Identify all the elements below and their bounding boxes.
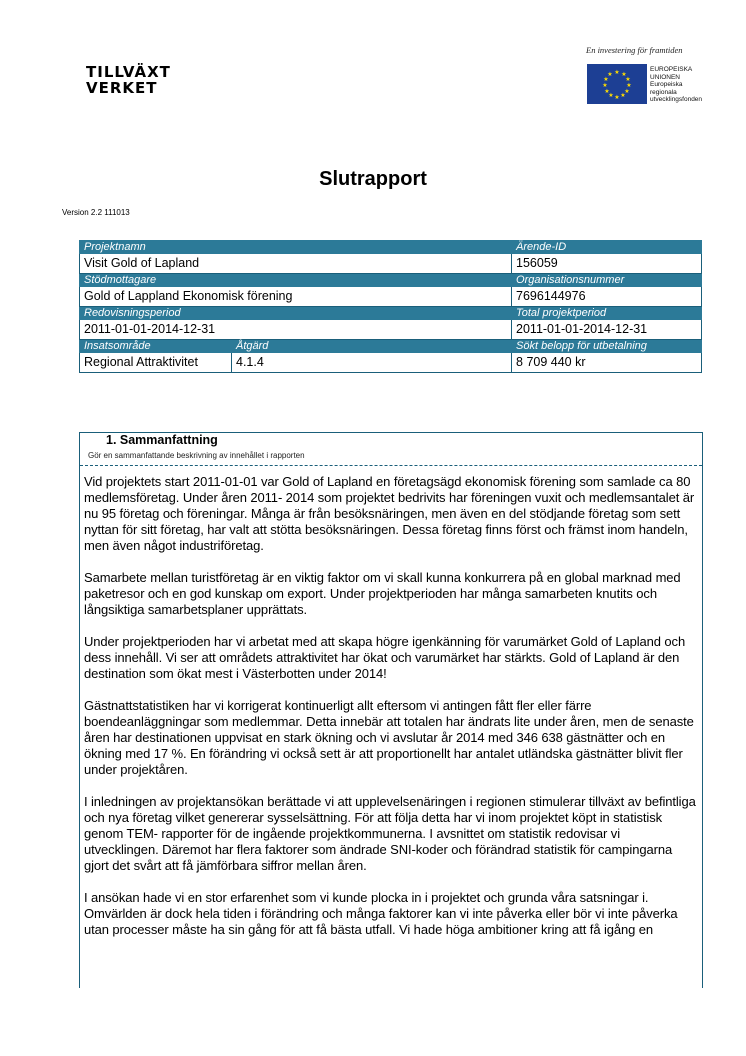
svg-text:★: ★ [614, 94, 620, 101]
projektnamn-value: Visit Gold of Lapland [80, 254, 512, 274]
svg-text:★: ★ [614, 69, 620, 76]
version-label: Version 2.2 111013 [62, 208, 130, 217]
total-value: 2011-01-01-2014-12-31 [512, 320, 702, 340]
stodmottagare-label: Stödmottagare [80, 274, 512, 287]
arende-value: 156059 [512, 254, 702, 274]
insats-value: Regional Attraktivitet [80, 353, 232, 373]
eu-text: EUROPEISKA UNIONEN Europeiska regionala utvecklingsfonden [650, 66, 703, 103]
tillvaxtverket-logo [86, 64, 171, 96]
svg-text:★: ★ [607, 71, 613, 78]
total-label: Total projektperiod [512, 307, 702, 320]
logo-line1: TILLVÄXT [86, 63, 171, 81]
svg-text:★: ★ [608, 92, 614, 99]
project-info-table [79, 240, 702, 373]
orgnr-value: 7696144976 [512, 287, 702, 307]
paragraph: I inledningen av projektansökan berättade vi att upplevelsenäringen i regionen stimulerar tillväxt av befintliga och nya företag vilket genererar sysselsättning. För att följa detta har vi inom projektet köpt in statistisk genom TEM- rapporter för de ingående projektkommunerna. I avsnittet om statistik redovisar vi utvecklingen. Däremot har flera faktorer som ändrade SNI-koder och förändrad statistik för campingarna gjort det svårt att få jämförbara siffror mellan åren. [84, 794, 696, 873]
atgard-label: Åtgärd [232, 340, 512, 353]
summary-text [80, 466, 702, 938]
svg-text:★: ★ [621, 71, 627, 78]
svg-text:★: ★ [626, 82, 632, 89]
paragraph: Vid projektets start 2011-01-01 var Gold of Lapland en företagsägd ekonomisk förening som samlade ca 80 medlemsföretag. Under åren 2011- 2014 som projektet bedrivits har föreningen vuxit och medlemsantalet är nu 95 företag och föreningar. Många är från besöksnäringen, men även en del stödjande företag som sett nyttan för sitt företag, har valt att stötta besöksnäringen. Dessa företag finns först och främst inom handeln, men även något industriföretag. [84, 474, 695, 553]
paragraph: Gästnattstatistiken har vi korrigerat kontinuerligt allt eftersom vi antingen fått fler eller färre boendeanläggningar som medlemmar. Detta innebär att totalen har ändrats lite under åren, men de senaste åren har destinationen uppvisat en stark ökning och vi avslutar år 2014 med 346 638 gästnätter och en ökning med 17 %. En förändring vi också sett är att proportionellt har antalet utländska gästnätter blivit fler under projektåren. [84, 698, 694, 777]
projektnamn-label: Projektnamn [80, 241, 512, 254]
section-subtitle: Gör en sammanfattande beskrivning av innehållet i rapporten [88, 451, 305, 460]
orgnr-label: Organisationsnummer [512, 274, 702, 287]
summary-header [80, 433, 702, 466]
svg-text:★: ★ [604, 88, 610, 95]
tagline: En investering för framtiden [586, 45, 683, 55]
atgard-value: 4.1.4 [232, 353, 512, 373]
summary-section [79, 432, 703, 988]
eu-flag-icon [587, 64, 647, 104]
svg-text:★: ★ [620, 92, 626, 99]
section-title: 1. Sammanfattning [106, 433, 218, 447]
svg-text:★: ★ [602, 82, 608, 89]
svg-text:★: ★ [603, 76, 609, 83]
redovisning-label: Redovisningsperiod [80, 307, 512, 320]
insats-label: Insatsområde [80, 340, 232, 353]
eu-logo [587, 64, 707, 108]
svg-text:★: ★ [625, 76, 631, 83]
page-title: Slutrapport [319, 168, 427, 190]
logo-line2: VERKET [86, 79, 158, 97]
paragraph: Under projektperioden har vi arbetat med att skapa högre igenkänning för varumärket Gold of Lapland och dess innehåll. Vi ser att områdets attraktivitet har ökat och varumärket har stärkts. Gold of Lapland är den destination som ökat mest i Västerbotten under 2014! [84, 634, 686, 681]
stodmottagare-value: Gold of Lappland Ekonomisk förening [80, 287, 512, 307]
paragraph: Samarbete mellan turistföretag är en viktig faktor om vi skall kunna konkurrera på en global marknad med paketresor och en god kunskap om export. Under projektperioden har många samarbeten knutits och långsiktiga samarbetsplaner upprättats. [84, 570, 681, 617]
paragraph: I ansökan hade vi en stor erfarenhet som vi kunde plocka in i projektet och grunda våra satsningar i. Omvärlden är dock hela tiden i förändring och många faktorer kan vi inte påverka eller bör vi inte påverka utan processer måste ha sin gång för att få bästa utfall. Vi hade höga ambitioner kring att få igång en [84, 890, 678, 937]
belopp-value: 8 709 440 kr [512, 353, 702, 373]
arende-label: Ärende-ID [512, 241, 702, 254]
svg-text:★: ★ [624, 88, 630, 95]
belopp-label: Sökt belopp för utbetalning [512, 340, 702, 353]
redovisning-value: 2011-01-01-2014-12-31 [80, 320, 512, 340]
